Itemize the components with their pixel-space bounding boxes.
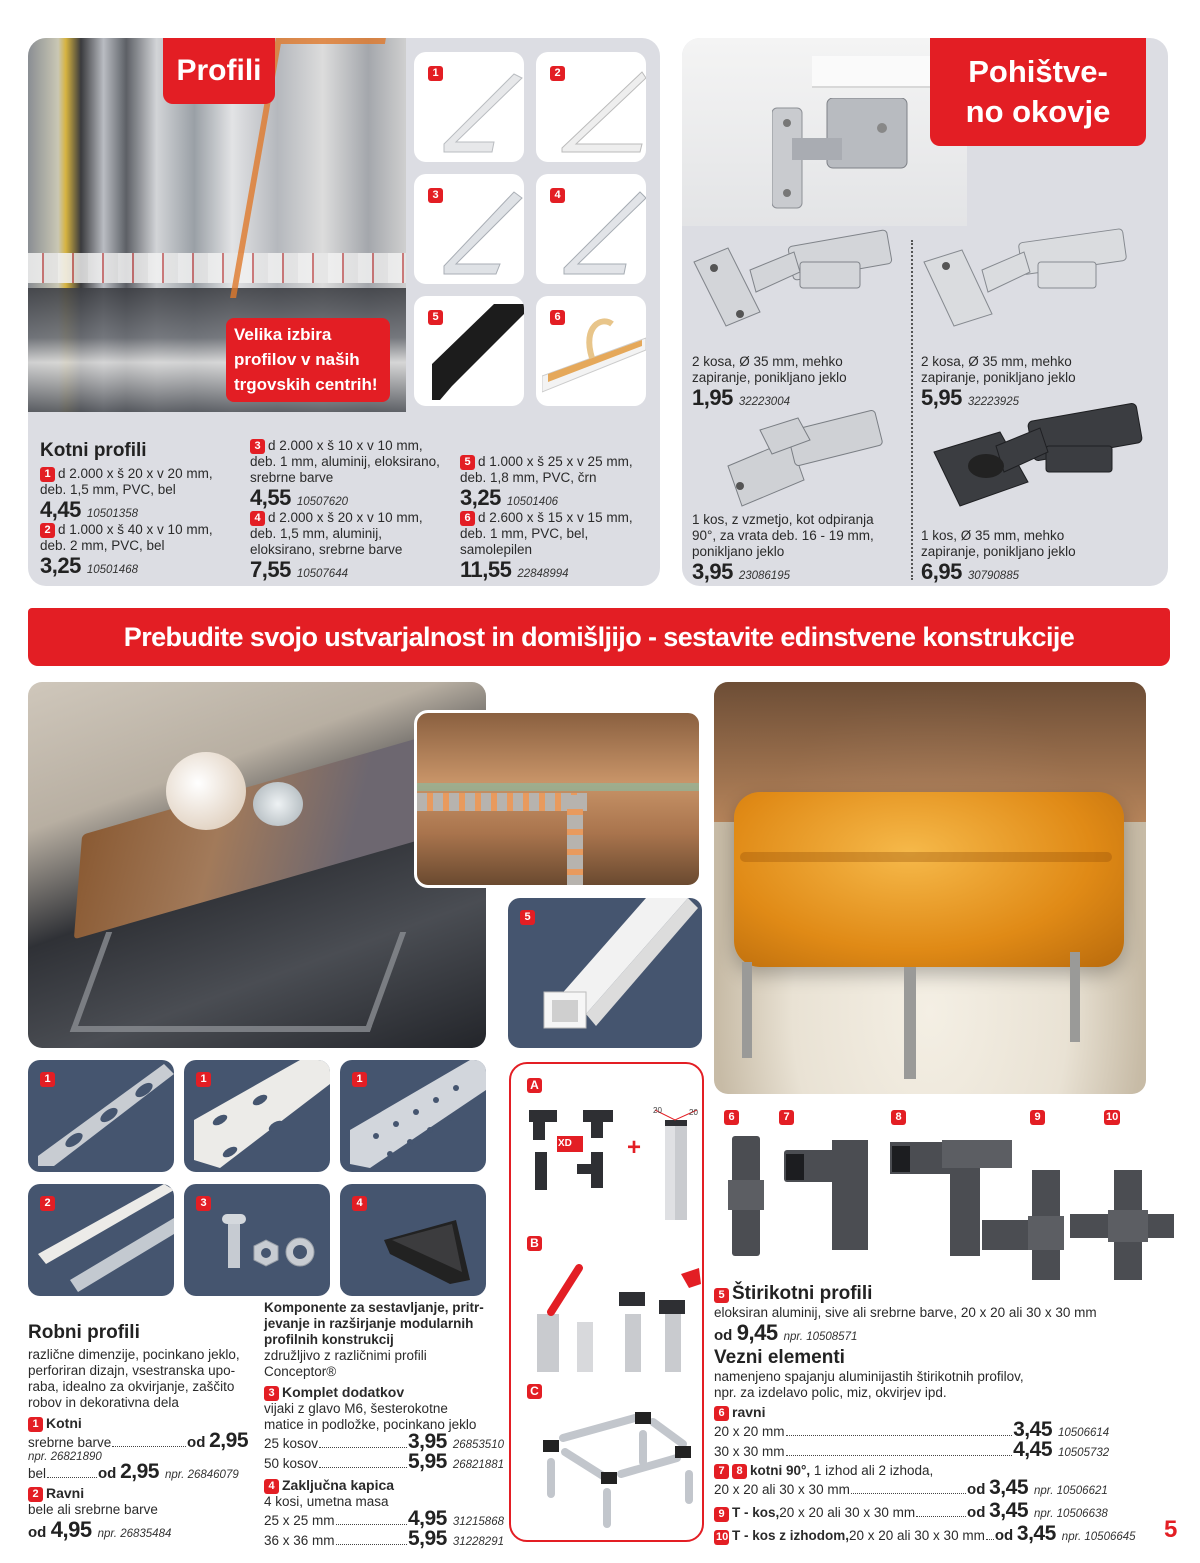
variant-label: srebrne barve bbox=[28, 1435, 112, 1450]
variant-label: 30 x 30 mm bbox=[714, 1444, 785, 1459]
item-spec: srebrne barve bbox=[250, 470, 334, 485]
leader-dots bbox=[319, 1447, 407, 1448]
from-label: od bbox=[967, 1504, 986, 1521]
description-line: robov in dekorativna dela bbox=[28, 1395, 179, 1410]
price: 9,45 bbox=[736, 1320, 778, 1345]
vezni-price-list bbox=[714, 1404, 1134, 1545]
description-line: raba, idealno za okvirjanje, zaščito bbox=[28, 1379, 235, 1394]
subsection-label: kotni 90°, bbox=[750, 1463, 811, 1478]
price: 6,95 bbox=[921, 559, 962, 584]
number-badge: 6 bbox=[460, 511, 475, 526]
price: 3,45 bbox=[989, 1476, 1028, 1499]
accessory-kit-tile-3[interactable] bbox=[184, 1184, 330, 1296]
item-spec: samolepilen bbox=[460, 542, 533, 557]
subsection-label: T - kos z izhodom, bbox=[732, 1528, 849, 1543]
block-title-line: Komponente za sestavljanje, pritr- bbox=[264, 1300, 484, 1315]
robni-profili-block bbox=[28, 1322, 248, 1542]
square-tube-icon bbox=[538, 898, 698, 1048]
number-badge: 8 bbox=[732, 1464, 747, 1479]
dotted-divider bbox=[911, 240, 913, 580]
number-badge: 5 bbox=[428, 310, 443, 325]
price: 4,45 bbox=[1013, 1438, 1052, 1461]
description-line: matice in podložke, pocinkano jeklo bbox=[264, 1417, 477, 1432]
item-spec: deb. 1,5 mm, aluminij, bbox=[250, 526, 383, 541]
edge-profile-tile-1b[interactable] bbox=[184, 1060, 330, 1172]
leader-dots bbox=[786, 1455, 1013, 1456]
headline-banner: Prebudite svojo ustvarjalnost in domišljijo - sestavite edinstvene konstrukcije bbox=[28, 608, 1170, 666]
number-badge: 2 bbox=[40, 523, 55, 538]
article-code: 31215868 bbox=[452, 1516, 504, 1528]
angle-profile-icon bbox=[556, 64, 646, 154]
item-spec: d 2.000 x š 20 x v 20 mm, bbox=[58, 466, 213, 481]
article-code: npr. 26835484 bbox=[97, 1528, 172, 1540]
hinge-mounted-icon bbox=[772, 98, 922, 218]
hinge-icon[interactable] bbox=[920, 222, 1135, 332]
variant-label: 20 x 20 mm bbox=[714, 1424, 785, 1439]
number-badge: 3 bbox=[250, 439, 265, 454]
from-label: od bbox=[28, 1524, 47, 1541]
kotni-profili-col1 bbox=[40, 440, 250, 578]
leader-dots bbox=[336, 1524, 407, 1525]
variant-label: 25 x 25 mm bbox=[264, 1513, 335, 1528]
frame-assembly-icon bbox=[525, 1404, 695, 1529]
article-code: 10507644 bbox=[296, 568, 348, 580]
perforated-angle-icon bbox=[346, 1060, 486, 1170]
section-title: Štirikotni profili bbox=[732, 1283, 873, 1304]
edge-profile-tile-1a[interactable] bbox=[28, 1060, 174, 1172]
price: 3,25 bbox=[40, 553, 81, 578]
block-title-line: jevanje in razširjanje modularnih bbox=[264, 1316, 474, 1331]
leader-dots bbox=[986, 1539, 994, 1540]
item-spec: deb. 1,5 mm, PVC, bel bbox=[40, 482, 176, 497]
subsection-label: ravni bbox=[732, 1404, 766, 1420]
item-spec: ponikljano jeklo bbox=[692, 544, 785, 559]
price: 4,95 bbox=[407, 1507, 447, 1530]
from-label: od bbox=[994, 1527, 1014, 1544]
description-line: 20 x 20 ali 30 x 30 mm bbox=[779, 1505, 916, 1520]
subsection-label: T - kos, bbox=[732, 1505, 780, 1520]
number-badge: 9 bbox=[714, 1507, 729, 1522]
article-code: 22848994 bbox=[517, 568, 569, 580]
hinge-icon[interactable] bbox=[690, 222, 900, 332]
from-label: od bbox=[187, 1434, 206, 1451]
hinge-item-3 bbox=[692, 512, 907, 584]
description-line: vijaki z glavo M6, šesterokotne bbox=[264, 1401, 448, 1416]
article-code: npr. 26821890 bbox=[28, 1451, 102, 1463]
price: 3,45 bbox=[1016, 1522, 1056, 1545]
article-code: 32223925 bbox=[967, 396, 1019, 408]
item-spec: deb. 1 mm, aluminij, eloksirano, bbox=[250, 454, 440, 469]
article-code: 26821881 bbox=[452, 1459, 504, 1471]
item-spec: d 2.000 x š 10 x v 10 mm, bbox=[268, 438, 423, 453]
price: 7,55 bbox=[250, 557, 291, 582]
description-line: 1 izhod ali 2 izhoda, bbox=[810, 1463, 934, 1478]
price: 2,95 bbox=[209, 1429, 248, 1452]
perforated-angle-icon bbox=[190, 1060, 330, 1170]
hinge-item-1 bbox=[692, 354, 902, 410]
ottoman-photo bbox=[714, 682, 1146, 1094]
leader-dots bbox=[851, 1493, 966, 1494]
variant-label: 20 x 20 ali 30 x 30 mm bbox=[714, 1482, 850, 1497]
profile-tile-6[interactable] bbox=[536, 296, 646, 406]
stirikotni-block bbox=[714, 1283, 1154, 1401]
item-spec: 1 kos, z vzmetjo, kot odpiranja bbox=[692, 512, 874, 527]
subsection-label: Zaključna kapica bbox=[282, 1477, 395, 1493]
connector-pieces-icon bbox=[714, 1130, 1174, 1280]
variant-label: 25 kosov bbox=[264, 1436, 319, 1451]
kotni-profili-col3 bbox=[460, 454, 660, 582]
price: 4,45 bbox=[40, 497, 81, 522]
section-title: Kotni profili bbox=[40, 440, 147, 461]
description-line: Conceptor® bbox=[264, 1364, 337, 1379]
number-badge: 3 bbox=[196, 1196, 211, 1211]
profile-tile-3[interactable] bbox=[414, 174, 524, 284]
number-badge: 4 bbox=[352, 1196, 367, 1211]
bolt-nut-washer-icon bbox=[214, 1214, 324, 1284]
flat-strip-icon bbox=[34, 1184, 174, 1294]
description-line: združljivo z različnimi profili bbox=[264, 1348, 427, 1363]
article-code: 23086195 bbox=[738, 570, 790, 582]
dimension-label: 20 bbox=[653, 1106, 662, 1115]
page-number: 5 bbox=[1164, 1516, 1178, 1543]
price: 3,45 bbox=[989, 1499, 1028, 1522]
number-badge: 5 bbox=[520, 910, 535, 925]
item-spec: d 1.000 x š 40 x v 10 mm, bbox=[58, 522, 213, 537]
number-badge: 1 bbox=[40, 467, 55, 482]
subsection-label: Kotni bbox=[46, 1415, 82, 1431]
number-badge: 7 bbox=[714, 1464, 729, 1479]
price: 5,95 bbox=[407, 1527, 447, 1550]
leader-dots bbox=[786, 1435, 1013, 1436]
number-badge: 1 bbox=[40, 1072, 55, 1087]
okovje-title bbox=[930, 38, 1146, 146]
item-spec: zapiranje, ponikljano jeklo bbox=[692, 370, 847, 385]
leader-dots bbox=[47, 1477, 97, 1478]
number-badge: 6 bbox=[724, 1110, 739, 1125]
adhesive-profile-icon bbox=[542, 316, 646, 402]
leader-dots bbox=[112, 1446, 186, 1447]
step-c-badge: C bbox=[527, 1384, 542, 1399]
number-badge: 3 bbox=[264, 1386, 279, 1401]
item-spec: d 2.000 x š 20 x v 10 mm, bbox=[268, 510, 423, 525]
number-badge: 10 bbox=[716, 1531, 729, 1543]
number-badge: 9 bbox=[1030, 1110, 1045, 1125]
number-badge: 6 bbox=[550, 310, 565, 325]
number-badge: 3 bbox=[428, 188, 443, 203]
item-spec: zapiranje, ponikljano jeklo bbox=[921, 370, 1076, 385]
number-badge: 8 bbox=[891, 1110, 906, 1125]
profile-tile-5[interactable] bbox=[414, 296, 524, 406]
end-cap-icon bbox=[380, 1220, 470, 1284]
number-badge: 1 bbox=[428, 66, 443, 81]
komponente-block bbox=[264, 1300, 504, 1550]
from-label: od bbox=[714, 1327, 733, 1344]
square-tube-dimension-icon bbox=[651, 1104, 701, 1224]
price: 3,45 bbox=[1013, 1418, 1052, 1441]
connectors-icon bbox=[525, 1104, 635, 1194]
article-code: 10505732 bbox=[1058, 1447, 1110, 1459]
edge-profile-tile-1c[interactable] bbox=[340, 1060, 486, 1172]
price: 2,95 bbox=[120, 1460, 159, 1483]
number-badge: 5 bbox=[714, 1288, 729, 1303]
section-title: Vezni elementi bbox=[714, 1347, 845, 1368]
step-a-badge: A bbox=[527, 1078, 542, 1093]
price: 5,95 bbox=[407, 1450, 447, 1473]
article-code: 10501358 bbox=[86, 508, 138, 520]
item-spec: eloksirano, srebrne barve bbox=[250, 542, 403, 557]
description-line: npr. za izdelavo polic, miz, okvirjev ipd. bbox=[714, 1385, 947, 1400]
item-spec: 2 kosa, Ø 35 mm, mehko bbox=[921, 354, 1072, 369]
number-badge: 1 bbox=[196, 1072, 211, 1087]
promo-line: trgovskih centrih! bbox=[234, 375, 378, 394]
description-line: namenjeno spajanju aluminijastih štirikotnih profilov, bbox=[714, 1369, 1024, 1384]
plus-icon: + bbox=[627, 1134, 642, 1161]
title-line: no okovje bbox=[965, 94, 1111, 129]
subsection-label: Ravni bbox=[46, 1485, 85, 1501]
flat-profile-tile-2[interactable] bbox=[28, 1184, 174, 1296]
spring-hinge-icon[interactable] bbox=[720, 410, 890, 510]
black-hinge-icon[interactable] bbox=[930, 402, 1160, 514]
profile-tile-1[interactable] bbox=[414, 52, 524, 162]
price: 1,95 bbox=[692, 385, 733, 410]
item-spec: zapiranje, ponikljano jeklo bbox=[921, 544, 1076, 559]
price: 5,95 bbox=[921, 385, 962, 410]
variant-label: 50 kosov bbox=[264, 1456, 319, 1471]
hinge-item-4 bbox=[921, 528, 1141, 584]
variant-label: 36 x 36 mm bbox=[264, 1533, 335, 1548]
article-code: npr. 10506638 bbox=[1034, 1508, 1108, 1520]
description-line: 4 kosi, umetna masa bbox=[264, 1494, 389, 1509]
item-spec: 2 kosa, Ø 35 mm, mehko bbox=[692, 354, 843, 369]
price: 4,55 bbox=[250, 485, 291, 510]
leader-dots bbox=[336, 1544, 407, 1545]
number-badge: 6 bbox=[714, 1406, 729, 1421]
cabinet-photo bbox=[682, 38, 967, 226]
article-code: 30790885 bbox=[967, 570, 1019, 582]
number-badge: 4 bbox=[264, 1479, 279, 1494]
perforated-angle-icon bbox=[34, 1060, 174, 1170]
number-badge: 10 bbox=[1106, 1111, 1119, 1123]
angle-profile-icon bbox=[434, 64, 524, 154]
number-badge: 4 bbox=[550, 188, 565, 203]
number-badge: 4 bbox=[250, 511, 265, 526]
assembly-step-b-icon bbox=[521, 1264, 701, 1374]
description-line: bele ali srebrne barve bbox=[28, 1502, 158, 1517]
promo-line: profilov v naših bbox=[234, 350, 360, 369]
connectors-image bbox=[714, 1106, 1174, 1281]
glass-table-detail-photo bbox=[414, 710, 702, 888]
description-line: 20 x 20 ali 30 x 30 mm bbox=[849, 1528, 985, 1543]
xd-label: XD bbox=[558, 1138, 572, 1149]
profili-promo-box bbox=[226, 318, 390, 402]
angle-profile-icon bbox=[556, 186, 646, 276]
item-spec: d 1.000 x š 25 x v 25 mm, bbox=[478, 454, 633, 469]
block-title-line: profilnih konstrukcij bbox=[264, 1332, 394, 1347]
angle-profile-icon bbox=[434, 186, 524, 276]
description-line: različne dimenzije, pocinkano jeklo, bbox=[28, 1347, 240, 1362]
article-code: 32223004 bbox=[738, 396, 790, 408]
item-spec: deb. 2 mm, PVC, bel bbox=[40, 538, 165, 553]
black-angle-profile-icon bbox=[428, 304, 524, 400]
item-spec: 1 kos, Ø 35 mm, mehko bbox=[921, 528, 1065, 543]
dimension-label: 20 bbox=[689, 1108, 698, 1117]
number-badge: 2 bbox=[40, 1196, 55, 1211]
item-spec: 90°, za vrata deb. 16 - 19 mm, bbox=[692, 528, 874, 543]
profile-tile-2[interactable] bbox=[536, 52, 646, 162]
article-code: 10501406 bbox=[506, 496, 558, 508]
description-line: eloksiran aluminij, sive ali srebrne barve, 20 x 20 ali 30 x 30 mm bbox=[714, 1305, 1097, 1320]
article-code: 31228291 bbox=[452, 1536, 504, 1548]
article-code: npr. 10508571 bbox=[783, 1331, 858, 1343]
number-badge: 1 bbox=[352, 1072, 367, 1087]
section-title: Robni profili bbox=[28, 1322, 140, 1343]
article-code: 10501468 bbox=[86, 564, 138, 576]
article-code: 10506614 bbox=[1058, 1427, 1110, 1439]
kotni-profili-col2 bbox=[250, 438, 460, 582]
price: 3,95 bbox=[692, 559, 733, 584]
article-code: npr. 10506621 bbox=[1034, 1485, 1108, 1497]
article-code: npr. 26846079 bbox=[164, 1469, 239, 1481]
promo-line: Velika izbira bbox=[234, 325, 332, 344]
number-badge: 2 bbox=[28, 1487, 43, 1502]
number-badge: 7 bbox=[779, 1110, 794, 1125]
leader-dots bbox=[319, 1467, 407, 1468]
square-profile-tile-5[interactable] bbox=[508, 898, 702, 1048]
description-line: perforiran dizajn, vsestranska upo- bbox=[28, 1363, 236, 1378]
price: 11,55 bbox=[460, 557, 512, 582]
article-code: 26853510 bbox=[452, 1439, 504, 1451]
step-b-badge: B bbox=[527, 1236, 542, 1251]
item-spec: deb. 1,8 mm, PVC, črn bbox=[460, 470, 597, 485]
variant-label: bel bbox=[28, 1466, 47, 1481]
article-code: 10507620 bbox=[296, 496, 348, 508]
price: 3,95 bbox=[407, 1430, 447, 1453]
end-cap-tile-4[interactable] bbox=[340, 1184, 486, 1296]
item-spec: d 2.600 x š 15 x v 15 mm, bbox=[478, 510, 633, 525]
leader-dots bbox=[916, 1516, 966, 1517]
price: 3,25 bbox=[460, 485, 501, 510]
number-badge: 2 bbox=[550, 66, 565, 81]
article-code: npr. 10506645 bbox=[1061, 1531, 1136, 1543]
profile-tile-4[interactable] bbox=[536, 174, 646, 284]
item-spec: deb. 1 mm, PVC, bel, bbox=[460, 526, 589, 541]
price: 4,95 bbox=[50, 1517, 92, 1542]
from-label: od bbox=[967, 1481, 986, 1498]
title-line: Pohištve- bbox=[968, 54, 1108, 89]
number-badge: 1 bbox=[28, 1417, 43, 1432]
assembly-steps-panel bbox=[509, 1062, 704, 1542]
number-badge: 5 bbox=[460, 455, 475, 470]
from-label: od bbox=[98, 1465, 117, 1482]
subsection-label: Komplet dodatkov bbox=[282, 1384, 405, 1400]
profili-title: Profili bbox=[163, 38, 275, 104]
